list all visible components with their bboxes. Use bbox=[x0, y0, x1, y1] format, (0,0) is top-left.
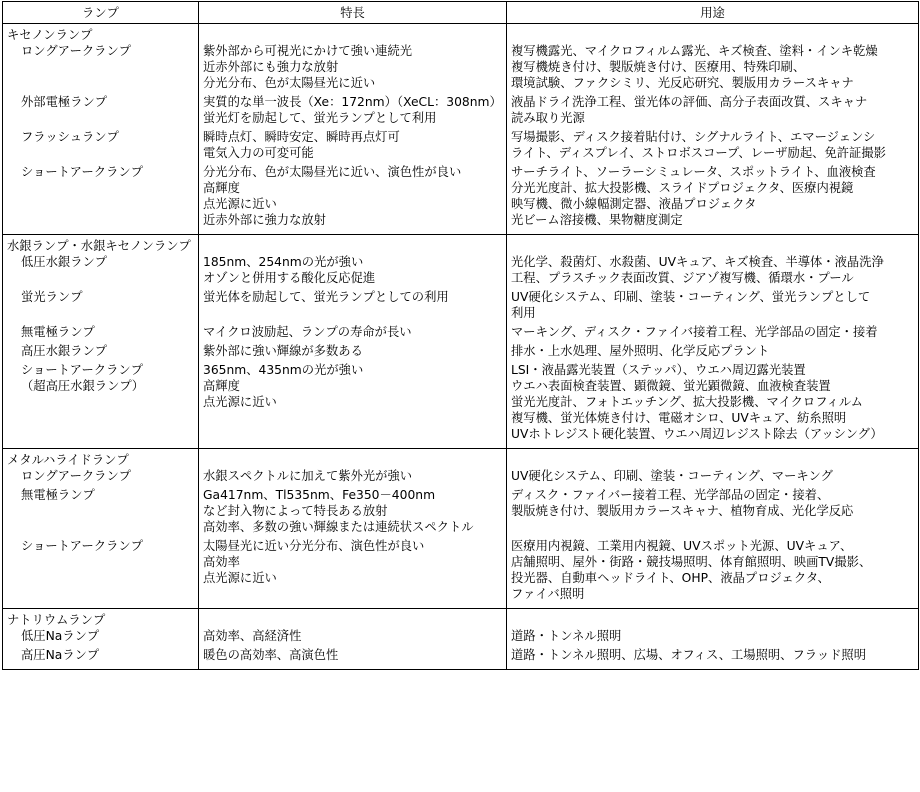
use-cell-line: 分光光度計、拡大投影機、スライドプロジェクタ、医療内視鏡 bbox=[511, 181, 854, 195]
use-cell-line: 道路・トンネル照明 bbox=[511, 629, 622, 643]
use-cell-line: ファイバ照明 bbox=[511, 587, 585, 601]
table-row bbox=[3, 359, 919, 449]
lamp-name-line: ショートアークランプ bbox=[21, 165, 143, 179]
feature-cell-line: オゾンと併用する酸化反応促進 bbox=[203, 271, 376, 285]
use-cell-line: マーキング、ディスク・ファイバ接着工程、光学部品の固定・接着 bbox=[511, 325, 878, 339]
lamp-name-line: 低圧Naランプ bbox=[21, 629, 100, 643]
feature-cell-line: 分光分布、色が太陽昼光に近い、演色性が良い bbox=[203, 165, 462, 179]
table-row bbox=[3, 644, 919, 670]
lamp-name bbox=[3, 359, 199, 449]
header-row bbox=[3, 2, 919, 24]
table-row bbox=[3, 484, 919, 535]
feature-cell-line: 365nm、435nmの光が強い bbox=[203, 363, 364, 377]
lamp-name bbox=[3, 535, 199, 609]
lamp-name bbox=[3, 43, 199, 91]
use-cell-line: UVホトレジスト硬化装置、ウエハ周辺レジスト除去（アッシング） bbox=[511, 427, 883, 441]
use-cell-line: 利用 bbox=[511, 306, 536, 320]
use-cell bbox=[507, 286, 919, 321]
use-cell-line: 光化学、殺菌灯、水殺菌、UVキュア、キズ検査、半導体・液晶洗浄 bbox=[511, 255, 884, 269]
empty-cell bbox=[199, 24, 507, 44]
use-cell-line: 環境試験、ファクシミリ、光反応研究、製版用カラースキャナ bbox=[511, 76, 854, 90]
lamp-name-line: 無電極ランプ bbox=[21, 325, 95, 339]
use-cell bbox=[507, 43, 919, 91]
use-cell-line: 読み取り光源 bbox=[511, 111, 585, 125]
use-cell-line: 製版焼き付け、製版用カラースキャナ、植物育成、光化学反応 bbox=[511, 504, 854, 518]
lamp-name-line: 無電極ランプ bbox=[21, 488, 95, 502]
feature-cell bbox=[199, 286, 507, 321]
feature-cell bbox=[199, 126, 507, 161]
feature-cell bbox=[199, 161, 507, 235]
feature-cell-line: 高輝度 bbox=[203, 379, 240, 393]
category-title: メタルハライドランプ bbox=[3, 449, 199, 469]
use-cell-line: 工程、プラスチック表面改質、ジアゾ複写機、循環水・プール bbox=[511, 271, 854, 285]
use-cell-line: ウエハ表面検査装置、顕微鏡、蛍光顕微鏡、血液検査装置 bbox=[511, 379, 831, 393]
empty-cell bbox=[507, 235, 919, 255]
feature-cell bbox=[199, 340, 507, 359]
use-cell bbox=[507, 161, 919, 235]
use-cell bbox=[507, 91, 919, 126]
table-row bbox=[3, 126, 919, 161]
use-cell-line: 蛍光光度計、フォトエッチング、拡大投影機、マイクロフィルム bbox=[511, 395, 863, 409]
lamp-name bbox=[3, 126, 199, 161]
use-cell bbox=[507, 644, 919, 670]
use-cell-line: 道路・トンネル照明、広場、オフィス、工場照明、フラッド照明 bbox=[511, 648, 867, 662]
feature-cell bbox=[199, 484, 507, 535]
use-cell bbox=[507, 484, 919, 535]
use-cell bbox=[507, 535, 919, 609]
feature-cell-line: など封入物によって特長ある放射 bbox=[203, 504, 388, 518]
lamp-table bbox=[2, 1, 919, 670]
table-row bbox=[3, 321, 919, 340]
table-row bbox=[3, 161, 919, 235]
category-title: 水銀ランプ・水銀キセノンランプ bbox=[3, 235, 199, 255]
feature-cell-line: 点光源に近い bbox=[203, 571, 277, 585]
lamp-name bbox=[3, 286, 199, 321]
table-row bbox=[3, 628, 919, 644]
table-row bbox=[3, 468, 919, 484]
lamp-name-line: フラッシュランプ bbox=[21, 130, 119, 144]
use-cell-line: 店舗照明、屋外・街路・競技場照明、体育館照明、映画TV撮影、 bbox=[511, 555, 872, 569]
lamp-name-line: ショートアークランプ bbox=[21, 539, 143, 553]
lamp-name-line: 低圧水銀ランプ bbox=[21, 255, 108, 269]
lamp-name-line: （超高圧水銀ランプ） bbox=[21, 379, 145, 393]
empty-cell bbox=[507, 24, 919, 44]
header-use: 用途 bbox=[507, 2, 919, 24]
lamp-name bbox=[3, 628, 199, 644]
feature-cell-line: 高効率、多数の強い輝線または連続状スペクトル bbox=[203, 520, 474, 534]
feature-cell bbox=[199, 91, 507, 126]
table-row bbox=[3, 91, 919, 126]
lamp-name bbox=[3, 644, 199, 670]
use-cell bbox=[507, 468, 919, 484]
use-cell bbox=[507, 628, 919, 644]
empty-cell bbox=[199, 235, 507, 255]
category-title: キセノンランプ bbox=[3, 24, 199, 44]
feature-cell-line: 高効率、高経済性 bbox=[203, 629, 302, 643]
feature-cell-line: 紫外部に強い輝線が多数ある bbox=[203, 344, 363, 358]
lamp-name bbox=[3, 161, 199, 235]
table-row bbox=[3, 43, 919, 91]
feature-cell bbox=[199, 359, 507, 449]
feature-cell bbox=[199, 644, 507, 670]
use-cell bbox=[507, 340, 919, 359]
category-row bbox=[3, 449, 919, 469]
use-cell-line: LSI・液晶露光装置（ステッパ）、ウエハ周辺露光装置 bbox=[511, 363, 806, 377]
feature-cell-line: 実質的な単一波長（Xe：172nm）（XeCL：308nm） bbox=[203, 95, 502, 109]
feature-cell-line: Ga417nm、Tl535nm、Fe350－400nm bbox=[203, 488, 436, 502]
category-title: ナトリウムランプ bbox=[3, 609, 199, 629]
table-row bbox=[3, 340, 919, 359]
use-cell bbox=[507, 359, 919, 449]
use-cell-line: 複写機、蛍光体焼き付け、電磁オシロ、UVキュア、紡糸照明 bbox=[511, 411, 847, 425]
use-cell-line: 写場撮影、ディスク接着貼付け、シグナルライト、エマージェンシ bbox=[511, 130, 876, 144]
feature-cell-line: 近赤外部に強力な放射 bbox=[203, 213, 326, 227]
feature-cell-line: 瞬時点灯、瞬時安定、瞬時再点灯可 bbox=[203, 130, 400, 144]
feature-cell-line: マイクロ波励起、ランプの寿命が長い bbox=[203, 325, 412, 339]
lamp-name-line: 高圧水銀ランプ bbox=[21, 344, 108, 358]
use-cell-line: 光ビーム溶接機、果物糖度測定 bbox=[511, 213, 683, 227]
feature-cell-line: 蛍光灯を励起して、蛍光ランプとして利用 bbox=[203, 111, 437, 125]
lamp-name-line: 外部電極ランプ bbox=[21, 95, 108, 109]
lamp-name bbox=[3, 340, 199, 359]
header-lamp: ランプ bbox=[3, 2, 199, 24]
feature-cell-line: 蛍光体を励起して、蛍光ランプとしての利用 bbox=[203, 290, 449, 304]
feature-cell-line: 点光源に近い bbox=[203, 395, 277, 409]
use-cell-line: 映写機、微小線幅測定器、液晶プロジェクタ bbox=[511, 197, 757, 211]
category-row bbox=[3, 235, 919, 255]
lamp-name bbox=[3, 484, 199, 535]
table-row bbox=[3, 535, 919, 609]
lamp-name-line: ショートアークランプ bbox=[21, 363, 143, 377]
use-cell-line: 複写機露光、マイクロフィルム露光、キズ検査、塗料・インキ乾燥 bbox=[511, 44, 878, 58]
feature-cell-line: 点光源に近い bbox=[203, 197, 277, 211]
feature-cell-line: 近赤外部にも強力な放射 bbox=[203, 60, 339, 74]
use-cell bbox=[507, 321, 919, 340]
empty-cell bbox=[199, 609, 507, 629]
lamp-name bbox=[3, 254, 199, 286]
feature-cell-line: 高輝度 bbox=[203, 181, 240, 195]
use-cell-line: 医療用内視鏡、工業用内視鏡、UVスポット光源、UVキュア、 bbox=[511, 539, 853, 553]
empty-cell bbox=[199, 449, 507, 469]
feature-cell-line: 暖色の高効率、高演色性 bbox=[203, 648, 339, 662]
use-cell-line: 排水・上水処理、屋外照明、化学反応プラント bbox=[511, 344, 770, 358]
use-cell-line: 液晶ドライ洗浄工程、蛍光体の評価、高分子表面改質、スキャナ bbox=[511, 95, 868, 109]
feature-cell-line: 紫外部から可視光にかけて強い連続光 bbox=[203, 44, 413, 58]
feature-cell-line: 185nm、254nmの光が強い bbox=[203, 255, 364, 269]
use-cell-line: 投光器、自動車ヘッドライト、OHP、液晶プロジェクタ、 bbox=[511, 571, 830, 585]
feature-cell-line: 分光分布、色が太陽昼光に近い bbox=[203, 76, 376, 90]
feature-cell-line: 太陽昼光に近い分光分布、演色性が良い bbox=[203, 539, 425, 553]
lamp-name-line: ロングアークランプ bbox=[21, 44, 132, 58]
feature-cell-line: 高効率 bbox=[203, 555, 240, 569]
feature-cell-line: 水銀スペクトルに加えて紫外光が強い bbox=[203, 469, 413, 483]
feature-cell-line: 電気入力の可変可能 bbox=[203, 146, 314, 160]
table-row bbox=[3, 286, 919, 321]
use-cell-line: サーチライト、ソーラーシミュレータ、スポットライト、血液検査 bbox=[511, 165, 876, 179]
feature-cell bbox=[199, 628, 507, 644]
empty-cell bbox=[507, 609, 919, 629]
use-cell-line: UV硬化システム、印刷、塗装・コーティング、マーキング bbox=[511, 469, 833, 483]
category-row bbox=[3, 24, 919, 44]
use-cell bbox=[507, 254, 919, 286]
use-cell-line: ライト、ディスプレイ、ストロボスコープ、レーザ励起、免許証撮影 bbox=[511, 146, 886, 160]
empty-cell bbox=[507, 449, 919, 469]
lamp-name-line: ロングアークランプ bbox=[21, 469, 132, 483]
table-row bbox=[3, 254, 919, 286]
use-cell-line: 複写機焼き付け、製版焼き付け、医療用、特殊印刷、 bbox=[511, 60, 806, 74]
use-cell bbox=[507, 126, 919, 161]
lamp-name bbox=[3, 91, 199, 126]
category-row bbox=[3, 609, 919, 629]
feature-cell bbox=[199, 254, 507, 286]
feature-cell bbox=[199, 43, 507, 91]
feature-cell bbox=[199, 468, 507, 484]
lamp-name bbox=[3, 321, 199, 340]
feature-cell bbox=[199, 321, 507, 340]
use-cell-line: ディスク・ファイバー接着工程、光学部品の固定・接着、 bbox=[511, 488, 830, 502]
use-cell-line: UV硬化システム、印刷、塗装・コーティング、蛍光ランプとして bbox=[511, 290, 871, 304]
lamp-name-line: 蛍光ランプ bbox=[21, 290, 83, 304]
feature-cell bbox=[199, 535, 507, 609]
lamp-name-line: 高圧Naランプ bbox=[21, 648, 100, 662]
header-feature: 特長 bbox=[199, 2, 507, 24]
lamp-name bbox=[3, 468, 199, 484]
